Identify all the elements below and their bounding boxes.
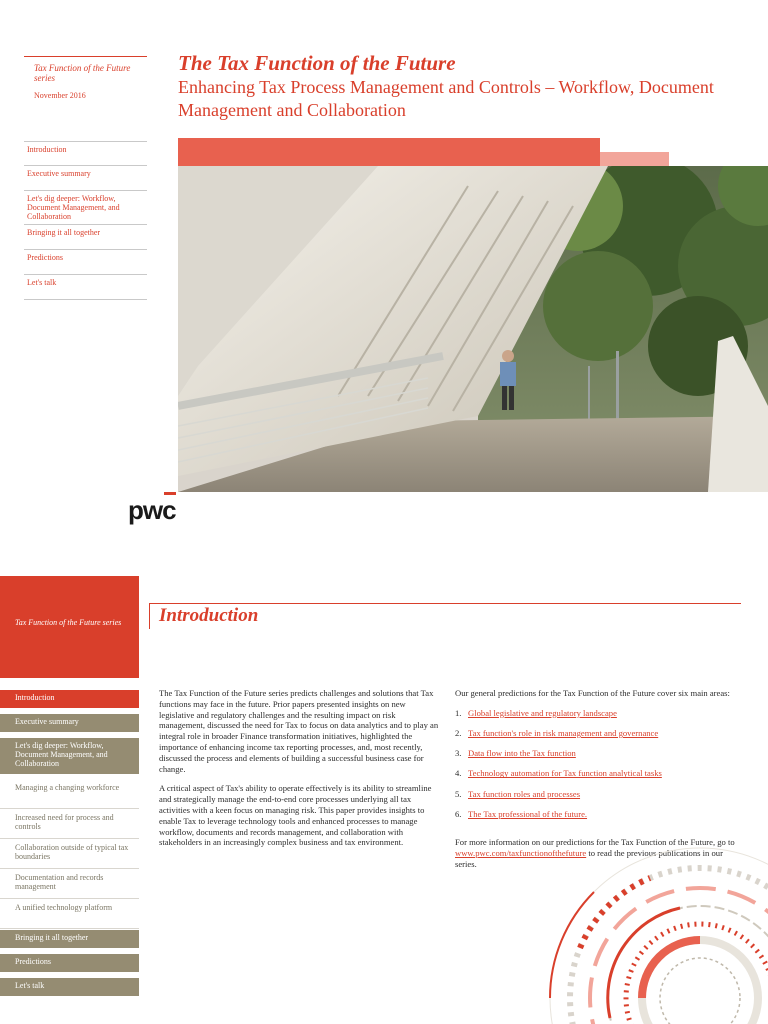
cover-photo-bridge bbox=[178, 166, 768, 492]
heading-rule bbox=[149, 603, 741, 604]
area-number: 6. bbox=[455, 808, 462, 819]
area-link[interactable]: Tax function roles and processes bbox=[468, 788, 581, 799]
cover-nav-item[interactable]: Bringing it all together bbox=[24, 225, 147, 250]
accent-bar-light bbox=[600, 152, 669, 166]
cover-nav-item[interactable]: Let's talk bbox=[24, 275, 147, 300]
intro-nav-item[interactable]: Let's talk bbox=[0, 978, 139, 996]
cover-nav-item[interactable]: Executive summary bbox=[24, 166, 147, 191]
area-number: 2. bbox=[455, 727, 462, 738]
heading-rule-tick bbox=[149, 603, 150, 629]
area-number: 5. bbox=[455, 788, 462, 799]
cover-title: The Tax Function of the Future bbox=[178, 51, 456, 75]
area-link[interactable]: Global legislative and regulatory landscape bbox=[468, 707, 617, 718]
cover-nav-item[interactable]: Let's dig deeper: Workflow, Document Management, and Collaboration bbox=[24, 191, 147, 225]
area-list-item bbox=[455, 708, 740, 728]
bridge-photo-illustration bbox=[178, 166, 768, 492]
areas-list bbox=[455, 708, 740, 829]
intro-nav-list bbox=[0, 690, 139, 1002]
area-list-item bbox=[455, 728, 740, 748]
intro-nav-item[interactable]: Introduction bbox=[0, 690, 139, 708]
intro-nav-item[interactable]: A unified technology platform bbox=[0, 900, 139, 929]
area-link[interactable]: Tax function's role in risk management and governance bbox=[468, 727, 659, 738]
more-info-text-end: to read the previous publications in our series. bbox=[455, 847, 723, 869]
cover-title-block bbox=[178, 51, 748, 122]
area-number: 4. bbox=[455, 768, 462, 779]
area-list-item bbox=[455, 768, 740, 788]
intro-paragraph-1: The Tax Function of the Future series predicts challenges and solutions that Tax functions may face in the future. Prior papers presented insights on new legislative and regulatory challenges and the resulting impact on risk management, discussed the need for Tax to focus on data analytics and to play an integral role in broader Finance transformation initiatives, highlighted the importance of enhancing income tax reporting processes, and, most recently, discussed the process and elements of building a successful business case for change. bbox=[159, 688, 439, 774]
pwc-logo bbox=[128, 492, 188, 528]
intro-nav-item[interactable]: Bringing it all together bbox=[0, 930, 139, 948]
intro-paragraph-2: A critical aspect of Tax's ability to operate effectively is its ability to streamline and strategically manage the end-to-end core processes underlying all tax activities with a keen focus on managing risk. This paper provides insights to enable Tax to leverage technology tools and enhanced processes to manage workflow, documents and records management, and collaboration with stakeholders in an increasingly complex business and tax environment. bbox=[159, 783, 432, 848]
pwc-logo-text: pwc bbox=[128, 495, 176, 525]
intro-nav-item[interactable]: Executive summary bbox=[0, 714, 139, 732]
area-list-item bbox=[455, 748, 740, 768]
intro-nav-item[interactable]: Predictions bbox=[0, 954, 139, 972]
area-number: 3. bbox=[455, 748, 462, 759]
cover-sidebar bbox=[24, 56, 147, 300]
intro-left-column bbox=[159, 688, 439, 857]
series-title: Tax Function of the Future series bbox=[34, 63, 131, 83]
intro-nav-item[interactable]: Let's dig deeper: Workflow, Document Management, and Collaboration bbox=[0, 738, 139, 774]
accent-bar bbox=[178, 138, 600, 166]
more-info-text: For more information on our predictions for the Tax Function of the Future, go to bbox=[455, 836, 735, 847]
intro-nav-item[interactable]: Managing a changing workforce bbox=[0, 780, 139, 809]
series-title-intro: Tax Function of the Future series bbox=[15, 618, 122, 627]
decorative-circle-graphic bbox=[530, 828, 768, 1024]
intro-nav-item[interactable]: Collaboration outside of typical tax boundaries bbox=[0, 840, 139, 869]
cover-nav-item[interactable]: Introduction bbox=[24, 141, 147, 166]
series-website-link[interactable]: www.pwc.com/taxfunctionofthefuture bbox=[455, 847, 587, 858]
area-number: 1. bbox=[455, 707, 462, 718]
cover-nav-item[interactable]: Predictions bbox=[24, 250, 147, 275]
series-block bbox=[0, 576, 139, 678]
area-link[interactable]: Data flow into the Tax function bbox=[468, 748, 576, 759]
area-link[interactable]: Technology automation for Tax function analytical tasks bbox=[468, 768, 662, 779]
cover-nav-list bbox=[24, 141, 147, 300]
cover-subtitle: Enhancing Tax Process Management and Controls – Workflow, Document Management and Collaboration bbox=[178, 77, 714, 120]
intro-nav-item[interactable]: Documentation and records management bbox=[0, 870, 139, 899]
section-heading: Introduction bbox=[159, 605, 259, 626]
publication-date: November 2016 bbox=[34, 91, 86, 100]
intro-nav-item[interactable]: Increased need for process and controls bbox=[0, 810, 139, 839]
areas-intro: Our general predictions for the Tax Function of the Future cover six main areas: bbox=[455, 688, 730, 698]
area-list-item bbox=[455, 809, 740, 829]
area-link[interactable]: The Tax professional of the future. bbox=[468, 808, 588, 819]
area-list-item bbox=[455, 789, 740, 809]
